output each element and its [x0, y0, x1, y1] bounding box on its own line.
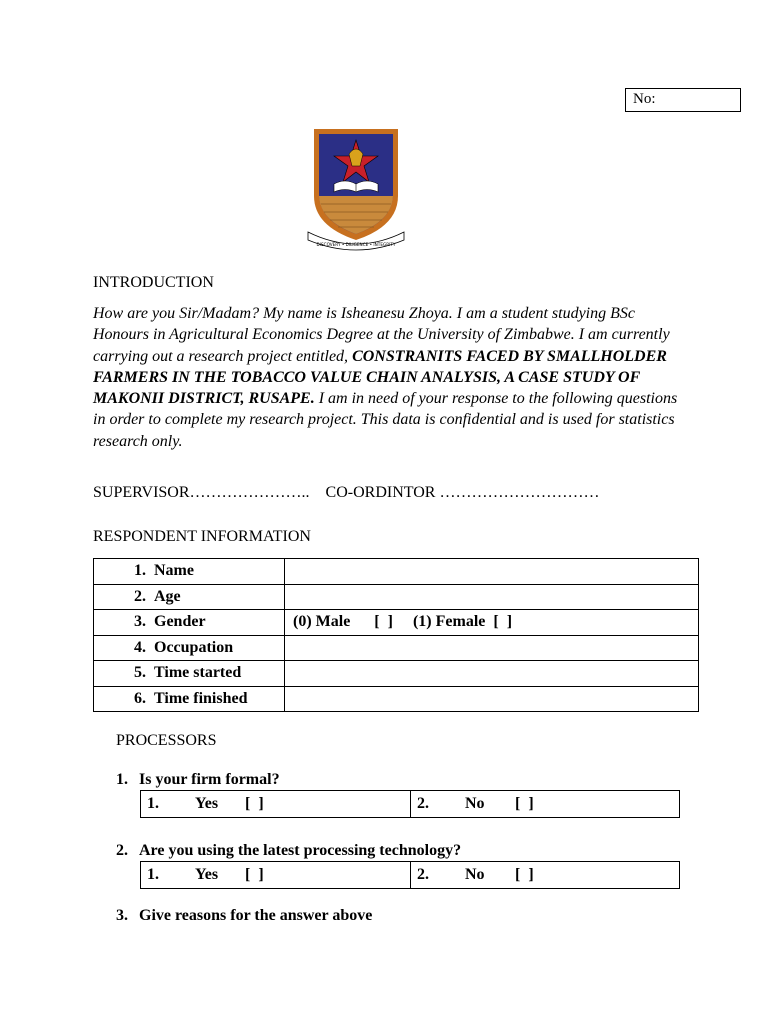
time-started-field[interactable] — [285, 661, 699, 687]
crest-motto: DISCOVERY • DILIGENCE • INTEGRITY — [316, 242, 396, 247]
table-row — [94, 635, 699, 661]
question-1 — [116, 771, 280, 789]
university-crest-logo — [304, 126, 408, 252]
row-label: Name — [154, 562, 194, 580]
table-row — [94, 559, 699, 585]
question-3 — [116, 907, 372, 925]
occupation-field[interactable] — [285, 635, 699, 661]
checkbox-bracket[interactable]: [ ] — [245, 866, 264, 883]
row-label: Gender — [154, 613, 206, 631]
table-row — [94, 584, 699, 610]
option-yes[interactable]: 1. Yes [ ] — [141, 791, 411, 818]
respondent-heading: RESPONDENT INFORMATION — [93, 528, 311, 545]
checkbox-bracket[interactable]: [ ] — [515, 795, 534, 812]
row-number: 4. — [134, 638, 146, 656]
intro-text-part-1: How are you Sir/Madam? My name is Isheanesu Zhoya. I am a student studying BSc Honours in Agricultural Economics Degree at the University of Zimbabwe. I am currently carrying out a research project entitled, — [93, 305, 670, 365]
row-label: Time finished — [154, 689, 248, 707]
supervisor-field[interactable]: SUPERVISOR………………….. — [93, 484, 310, 501]
number-box[interactable] — [625, 88, 741, 112]
question-number: 3. — [116, 907, 128, 924]
question-text: Is your firm formal? — [139, 771, 280, 788]
intro-text-part-2: I am in need of your response to the following questions in order to complete my research project. This data is confidential and is used for statistics research only. — [93, 390, 678, 450]
question-text: Give reasons for the answer above — [139, 907, 373, 924]
introduction-paragraph — [93, 303, 683, 452]
question-text: Are you using the latest processing technology? — [139, 842, 462, 859]
name-field[interactable] — [285, 559, 699, 585]
question-number: 2. — [116, 842, 128, 859]
time-finished-field[interactable] — [285, 686, 699, 712]
row-number: 5. — [134, 664, 146, 682]
project-title: CONSTRANITS FACED BY SMALLHOLDER FARMERS IN THE TOBACCO VALUE CHAIN ANALYSIS, A CASE STUDY OF MAKONII DISTRICT, RUSAPE. — [93, 347, 667, 408]
row-label: Occupation — [154, 638, 234, 656]
question-2-options — [140, 861, 680, 889]
question-number: 1. — [116, 771, 128, 788]
row-number: 6. — [134, 689, 146, 707]
option-no[interactable]: 2. No [ ] — [411, 862, 680, 889]
coordinator-field[interactable]: CO-ORDINTOR ………………………… — [325, 484, 600, 501]
table-row — [94, 610, 699, 636]
question-2 — [116, 842, 461, 860]
checkbox-bracket[interactable]: [ ] — [245, 795, 264, 812]
row-number: 3. — [134, 613, 146, 631]
age-field[interactable] — [285, 584, 699, 610]
number-label: No: — [633, 91, 656, 107]
question-1-options — [140, 790, 680, 818]
row-number: 2. — [134, 587, 146, 605]
processors-heading: PROCESSORS — [116, 732, 217, 749]
gender-field[interactable]: (0) Male [ ] (1) Female [ ] — [285, 610, 699, 636]
checkbox-bracket[interactable]: [ ] — [515, 866, 534, 883]
table-row — [94, 686, 699, 712]
row-label: Age — [154, 587, 181, 605]
option-yes[interactable]: 1. Yes [ ] — [141, 862, 411, 889]
introduction-heading: INTRODUCTION — [93, 274, 214, 291]
row-label: Time started — [154, 664, 242, 682]
respondent-table — [93, 558, 699, 712]
option-no[interactable]: 2. No [ ] — [411, 791, 680, 818]
row-number: 1. — [134, 562, 146, 580]
table-row — [94, 661, 699, 687]
signature-line — [93, 484, 599, 502]
